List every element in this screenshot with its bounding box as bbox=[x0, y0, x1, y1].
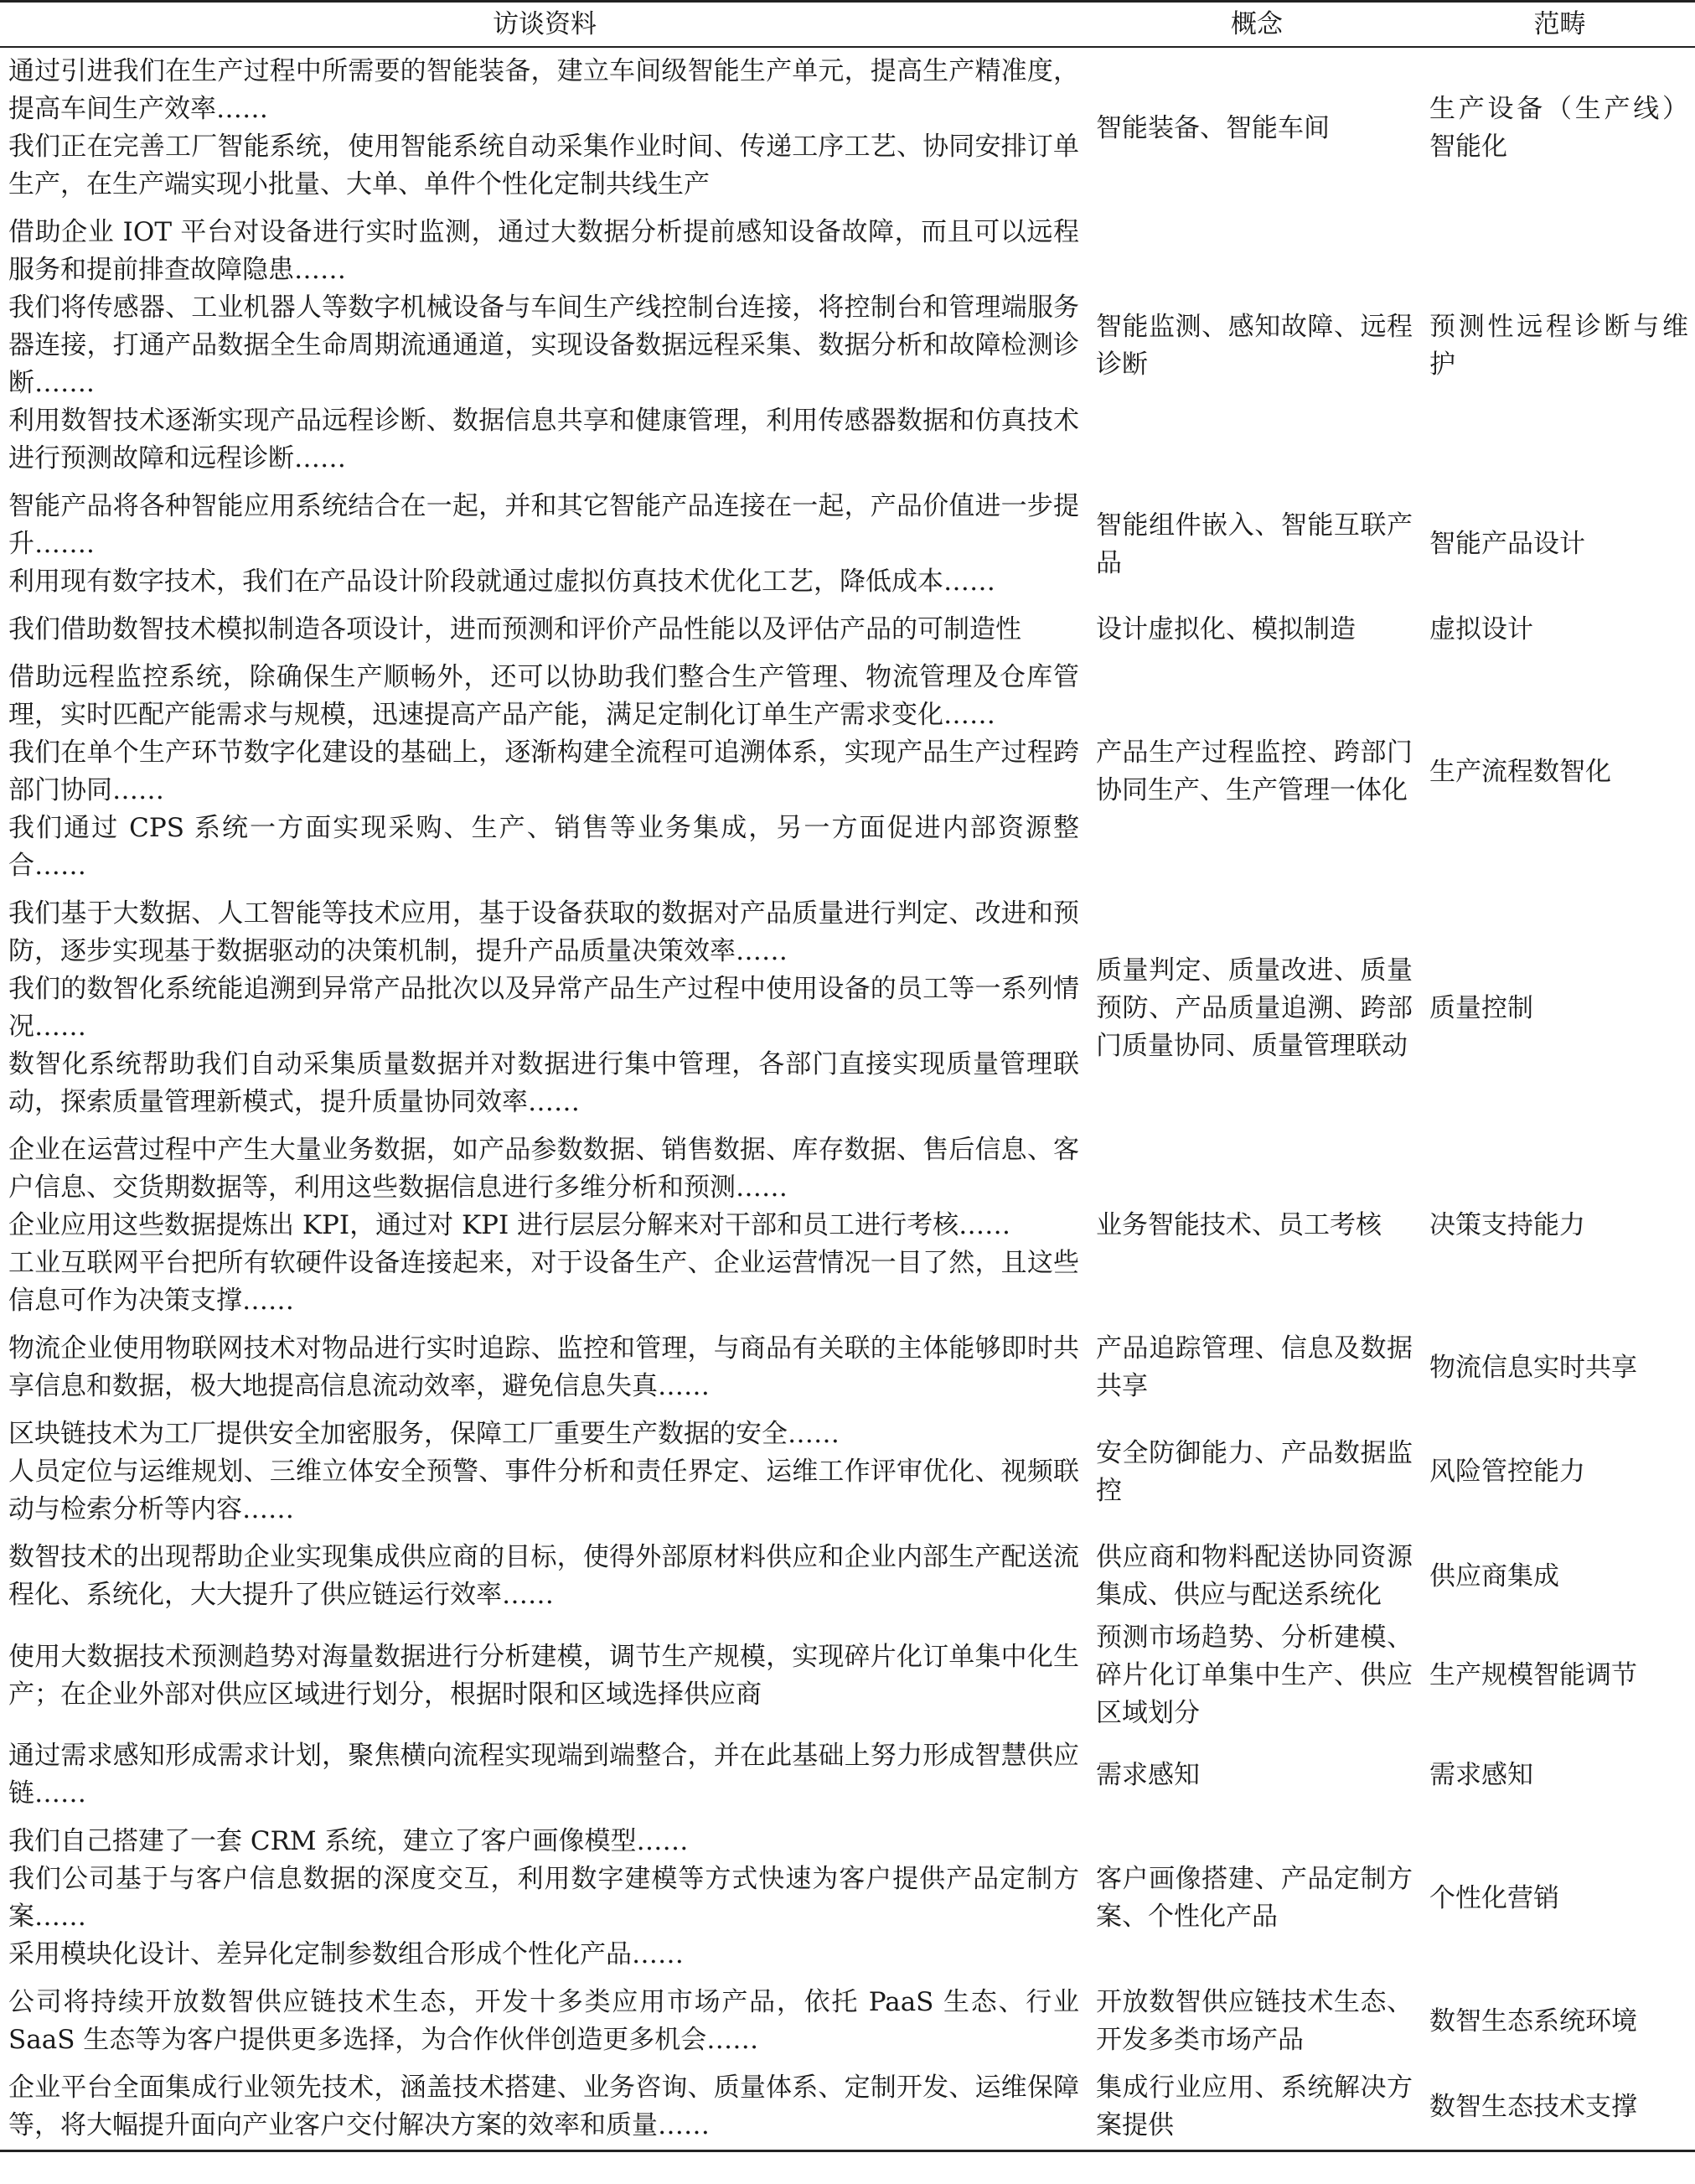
category-cell: 风险管控能力 bbox=[1429, 1457, 1585, 1487]
category-cell: 智能产品设计 bbox=[1429, 529, 1585, 559]
interview-quote: 我们的数智化系统能追溯到异常产品批次以及异常产品生产过程中使用设备的员工等一系列情况…… bbox=[8, 974, 1079, 1042]
table-row bbox=[0, 1732, 1695, 1818]
interview-quote: 数智技术的出现帮助企业实现集成供应商的目标，使得外部原材料供应和企业内部生产配送流程化、系统化，大大提升了供应链运行效率…… bbox=[8, 1542, 1079, 1610]
table-row bbox=[0, 1818, 1695, 1979]
table-header bbox=[0, 2, 1695, 48]
category-cell: 质量控制 bbox=[1429, 992, 1533, 1023]
interview-quote: 我们公司基于与客户信息数据的深度交互，利用数字建模等方式快速为客户提供产品定制方案…… bbox=[8, 1864, 1079, 1932]
interview-quote: 我们借助数智技术模拟制造各项设计，进而预测和评价产品性能以及评估产品的可制造性 bbox=[8, 614, 1021, 644]
header-row bbox=[0, 2, 1695, 48]
interview-quote: 公司将持续开放数智供应链技术生态，开发十多类应用市场产品，依托 PaaS 生态、行业 SaaS 生态等为客户提供更多选择，为合作伙伴创造更多机会…… bbox=[8, 1987, 1079, 2055]
interview-cell bbox=[0, 1732, 1089, 1818]
interview-cell bbox=[0, 1534, 1089, 1619]
category-cell: 生产流程数智化 bbox=[1429, 756, 1611, 787]
interview-quote: 我们自己搭建了一套 CRM 系统，建立了客户画像模型…… bbox=[8, 1826, 689, 1856]
table-row bbox=[0, 47, 1695, 209]
interview-quote: 我们基于大数据、人工智能等技术应用，基于设备获取的数据对产品质量进行判定、改进和预防，逐步实现基于数据驱动的决策机制，提升产品质量决策效率…… bbox=[8, 898, 1079, 966]
interview-quote: 工业互联网平台把所有软硬件设备连接起来，对于设备生产、企业运营情况一目了然，且这些信息可作为决策支撑…… bbox=[8, 1248, 1079, 1316]
interview-quote: 人员定位与运维规划、三维立体安全预警、事件分析和责任界定、运维工作评审优化、视频联动与检索分析等内容…… bbox=[8, 1457, 1079, 1524]
concept-cell: 开放数智供应链技术生态、开发多类市场产品 bbox=[1096, 1987, 1413, 2055]
category-cell: 预测性远程诊断与维护 bbox=[1429, 311, 1688, 380]
category-cell: 决策支持能力 bbox=[1429, 1210, 1585, 1240]
concept-cell: 智能组件嵌入、智能互联产品 bbox=[1096, 510, 1413, 578]
interview-cell bbox=[0, 209, 1089, 483]
concept-cell: 智能装备、智能车间 bbox=[1096, 112, 1330, 143]
category-cell: 个性化营销 bbox=[1429, 1882, 1559, 1913]
concept-cell: 智能监测、感知故障、远程诊断 bbox=[1096, 311, 1413, 380]
concept-cell: 集成行业应用、系统解决方案提供 bbox=[1089, 2064, 1424, 2151]
table-row bbox=[0, 890, 1695, 1126]
category-cell: 生产规模智能调节 bbox=[1429, 1660, 1637, 1690]
category-cell: 需求感知 bbox=[1429, 1759, 1533, 1790]
table-row bbox=[0, 654, 1695, 890]
category-cell: 虚拟设计 bbox=[1429, 614, 1533, 644]
interview-cell bbox=[0, 1325, 1089, 1410]
interview-quote: 通过需求感知形成需求计划，聚焦横向流程实现端到端整合，并在此基础上努力形成智慧供应链…… bbox=[8, 1741, 1079, 1809]
concept-cell: 客户画像搭建、产品定制方案、个性化产品 bbox=[1096, 1864, 1413, 1932]
table-row bbox=[0, 1619, 1695, 1732]
interview-cell bbox=[0, 47, 1089, 209]
interview-cell bbox=[0, 483, 1089, 606]
category-cell: 物流信息实时共享 bbox=[1429, 1352, 1637, 1383]
interview-cell bbox=[0, 1818, 1089, 1979]
table-row bbox=[0, 1534, 1695, 1619]
table-row bbox=[0, 1979, 1695, 2064]
interview-cell bbox=[0, 2064, 1089, 2151]
interview-quote: 我们将传感器、工业机器人等数字机械设备与车间生产线控制台连接，将控制台和管理端服务器连接，打通产品数据全生命周期流通通道，实现设备数据远程采集、数据分析和故障检测诊断……. bbox=[8, 292, 1079, 398]
interview-cell bbox=[0, 606, 1089, 654]
interview-cell bbox=[0, 890, 1089, 1126]
table-row bbox=[0, 606, 1695, 654]
concept-cell: 预测市场趋势、分析建模、碎片化订单集中生产、供应区域划分 bbox=[1096, 1622, 1413, 1728]
interview-cell bbox=[0, 654, 1089, 890]
category-cell: 生产设备（生产线）智能化 bbox=[1429, 94, 1688, 162]
table-row bbox=[0, 1126, 1695, 1325]
interview-cell bbox=[0, 1126, 1089, 1325]
interview-quote: 借助远程监控系统，除确保生产顺畅外，还可以协助我们整合生产管理、物流管理及仓库管理，实时匹配产能需求与规模，迅速提高产品产能，满足定制化订单生产需求变化…… bbox=[8, 662, 1079, 730]
interview-cell bbox=[0, 1979, 1089, 2064]
interview-quote: 物流企业使用物联网技术对物品进行实时追踪、监控和管理，与商品有关联的主体能够即时共享信息和数据，极大地提高信息流动效率，避免信息失真…… bbox=[8, 1333, 1079, 1401]
header-interview: 访谈资料 bbox=[0, 2, 1089, 48]
interview-quote: 区块链技术为工厂提供安全加密服务，保障工厂重要生产数据的安全…… bbox=[8, 1419, 840, 1449]
header-category: 范畴 bbox=[1424, 2, 1695, 48]
concept-cell: 业务智能技术、员工考核 bbox=[1096, 1210, 1382, 1240]
interview-quote: 通过引进我们在生产过程中所需要的智能装备，建立车间级智能生产单元，提高生产精准度，提高车间生产效率…… bbox=[8, 56, 1079, 124]
interview-quote: 采用模块化设计、差异化定制参数组合形成个性化产品…… bbox=[8, 1939, 684, 1969]
table-row bbox=[0, 1410, 1695, 1534]
interview-quote: 数智化系统帮助我们自动采集质量数据并对数据进行集中管理，各部门直接实现质量管理联动，探索质量管理新模式，提升质量协同效率…… bbox=[8, 1049, 1079, 1117]
concept-cell: 设计虚拟化、模拟制造 bbox=[1096, 614, 1356, 644]
table-body bbox=[0, 47, 1695, 2151]
category-cell: 供应商集成 bbox=[1429, 1560, 1559, 1591]
table-row bbox=[0, 483, 1695, 606]
category-cell: 数智生态系统环境 bbox=[1429, 2005, 1637, 2037]
concept-cell: 产品追踪管理、信息及数据共享 bbox=[1096, 1333, 1413, 1401]
concept-cell: 质量判定、质量改进、质量预防、产品质量追溯、跨部门质量协同、质量管理联动 bbox=[1096, 955, 1413, 1061]
interview-quote: 我们正在完善工厂智能系统，使用智能系统自动采集作业时间、传递工序工艺、协同安排订单生产，在生产端实现小批量、大单、单件个性化定制共线生产 bbox=[8, 132, 1079, 199]
interview-quote: 企业在运营过程中产生大量业务数据，如产品参数数据、销售数据、库存数据、售后信息、客户信息、交货期数据等，利用这些数据信息进行多维分析和预测…… bbox=[8, 1135, 1079, 1203]
concept-cell: 需求感知 bbox=[1096, 1759, 1200, 1790]
table-row bbox=[0, 209, 1695, 483]
table-row bbox=[0, 2064, 1695, 2151]
interview-quote: 借助企业 IOT 平台对设备进行实时监测，通过大数据分析提前感知设备故障，而且可以远程服务和提前排查故障隐患…… bbox=[8, 217, 1079, 285]
interview-quote: 企业平台全面集成行业领先技术，涵盖技术搭建、业务咨询、质量体系、定制开发、运维保障等，将大幅提升面向产业客户交付解决方案的效率和质量…… bbox=[8, 2073, 1079, 2140]
interview-quote: 我们通过 CPS 系统一方面实现采购、生产、销售等业务集成，另一方面促进内部资源整合…… bbox=[8, 813, 1079, 881]
concept-cell: 供应商和物料配送协同资源集成、供应与配送系统化 bbox=[1096, 1542, 1413, 1610]
category-cell: 数智生态技术支撑 bbox=[1424, 2064, 1695, 2151]
interview-cell bbox=[0, 1619, 1089, 1732]
interview-quote: 使用大数据技术预测趋势对海量数据进行分析建模，调节生产规模，实现碎片化订单集中化生产；在企业外部对供应区域进行划分，根据时限和区域选择供应商 bbox=[8, 1641, 1079, 1710]
concept-cell: 安全防御能力、产品数据监控 bbox=[1096, 1437, 1413, 1506]
interview-cell bbox=[0, 1410, 1089, 1534]
interview-quote: 智能产品将各种智能应用系统结合在一起，并和其它智能产品连接在一起，产品价值进一步提升……. bbox=[8, 491, 1079, 559]
interview-quote: 利用数智技术逐渐实现产品远程诊断、数据信息共享和健康管理，利用传感器数据和仿真技术进行预测故障和远程诊断…… bbox=[8, 406, 1079, 474]
interview-quote: 利用现有数字技术，我们在产品设计阶段就通过虚拟仿真技术优化工艺，降低成本…… bbox=[8, 567, 995, 597]
interview-quote: 我们在单个生产环节数字化建设的基础上，逐渐构建全流程可追溯体系，实现产品生产过程跨部门协同…… bbox=[8, 737, 1079, 805]
table-row bbox=[0, 1325, 1695, 1410]
header-concept: 概念 bbox=[1089, 2, 1424, 48]
interview-quote: 企业应用这些数据提炼出 KPI，通过对 KPI 进行层层分解来对干部和员工进行考核…… bbox=[8, 1210, 1011, 1240]
concept-cell: 产品生产过程监控、跨部门协同生产、生产管理一体化 bbox=[1096, 737, 1413, 805]
